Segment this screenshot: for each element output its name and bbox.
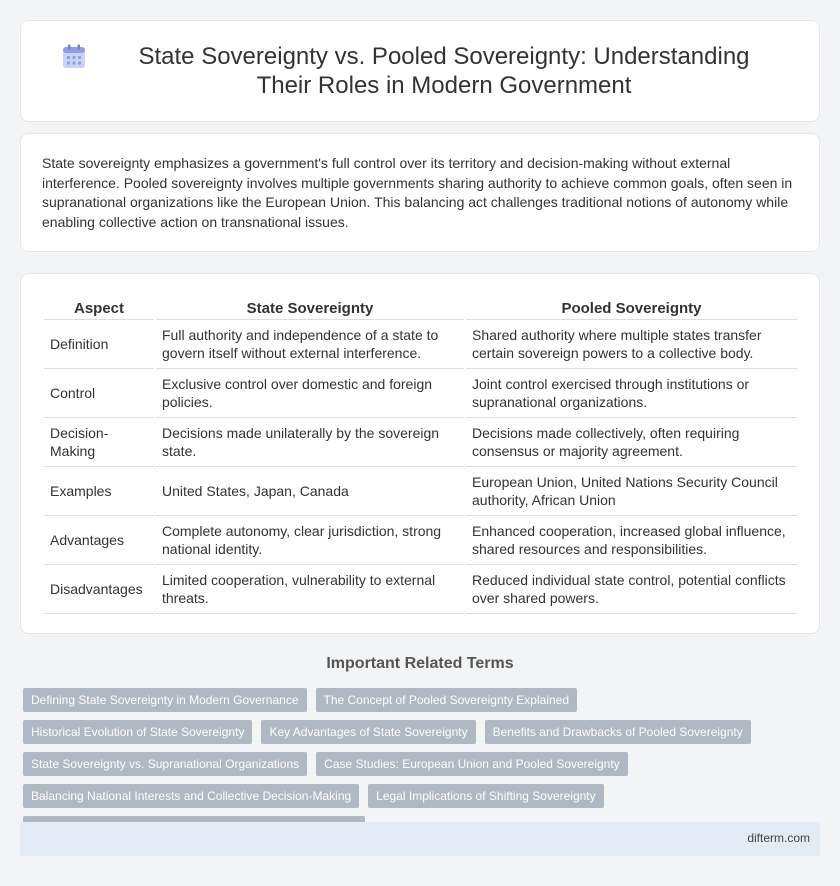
cell-state: United States, Japan, Canada xyxy=(156,467,464,516)
related-terms-heading: Important Related Terms xyxy=(326,655,514,672)
related-terms-list xyxy=(23,688,813,840)
related-term-link[interactable]: Legal Implications of Shifting Sovereignty xyxy=(368,784,603,808)
title-card xyxy=(20,20,820,122)
cell-pooled: European Union, United Nations Security Council authority, African Union xyxy=(466,467,797,516)
title-wrap xyxy=(21,21,819,121)
cell-aspect: Advantages xyxy=(44,516,154,565)
calendar-icon xyxy=(61,44,87,70)
cell-pooled: Reduced individual state control, potential conflicts over shared powers. xyxy=(466,565,797,614)
footer xyxy=(20,822,820,856)
cell-pooled: Decisions made collectively, often requiring consensus or majority agreement. xyxy=(466,418,797,467)
comparison-table-card xyxy=(20,273,820,634)
related-term-link[interactable]: Historical Evolution of State Sovereignty xyxy=(23,720,252,744)
related-term-link[interactable]: State Sovereignty vs. Supranational Organizations xyxy=(23,752,307,776)
cell-state: Decisions made unilaterally by the sovereign state. xyxy=(156,418,464,467)
table-header-row xyxy=(44,294,797,320)
related-term-link[interactable]: The Concept of Pooled Sovereignty Explained xyxy=(316,688,578,712)
cell-state: Exclusive control over domestic and foreign policies. xyxy=(156,369,464,418)
cell-pooled: Shared authority where multiple states transfer certain sovereign powers to a collective body. xyxy=(466,320,797,369)
cell-state: Full authority and independence of a state to govern itself without external interference. xyxy=(156,320,464,369)
intro-paragraph: State sovereignty emphasizes a government's full control over its territory and decision-making without external interference. Pooled sovereignty involves multiple governments sharing authority to achieve common goals, often seen in supranational organizations like the European Union. This balancing act challenges traditional notions of autonomy while enabling collective action on transnational issues. xyxy=(42,155,793,230)
related-term-link[interactable]: Balancing National Interests and Collective Decision-Making xyxy=(23,784,359,808)
table-row xyxy=(44,320,797,369)
cell-aspect: Decision-Making xyxy=(44,418,154,467)
cell-pooled: Joint control exercised through institutions or supranational organizations. xyxy=(466,369,797,418)
page-title: State Sovereignty vs. Pooled Sovereignty: Understanding Their Roles in Modern Government xyxy=(138,43,750,99)
header-aspect: Aspect xyxy=(44,294,154,320)
cell-aspect: Disadvantages xyxy=(44,565,154,614)
cell-state: Complete autonomy, clear jurisdiction, strong national identity. xyxy=(156,516,464,565)
related-term-link[interactable]: Defining State Sovereignty in Modern Governance xyxy=(23,688,307,712)
header-pooled-sovereignty: Pooled Sovereignty xyxy=(466,294,797,320)
comparison-table xyxy=(42,294,799,614)
table-row xyxy=(44,418,797,467)
cell-aspect: Examples xyxy=(44,467,154,516)
cell-state: Limited cooperation, vulnerability to external threats. xyxy=(156,565,464,614)
related-term-link[interactable]: Key Advantages of State Sovereignty xyxy=(261,720,475,744)
table-row xyxy=(44,369,797,418)
related-term-link[interactable]: Case Studies: European Union and Pooled Sovereignty xyxy=(316,752,628,776)
footer-site-link[interactable]: difterm.com xyxy=(747,831,810,845)
table-row xyxy=(44,467,797,516)
table-row xyxy=(44,516,797,565)
intro-card xyxy=(20,133,820,252)
table-row xyxy=(44,565,797,614)
cell-aspect: Definition xyxy=(44,320,154,369)
cell-pooled: Enhanced cooperation, increased global influence, shared resources and responsibilities. xyxy=(466,516,797,565)
related-term-link[interactable]: Benefits and Drawbacks of Pooled Sovereignty xyxy=(485,720,751,744)
header-state-sovereignty: State Sovereignty xyxy=(156,294,464,320)
cell-aspect: Control xyxy=(44,369,154,418)
